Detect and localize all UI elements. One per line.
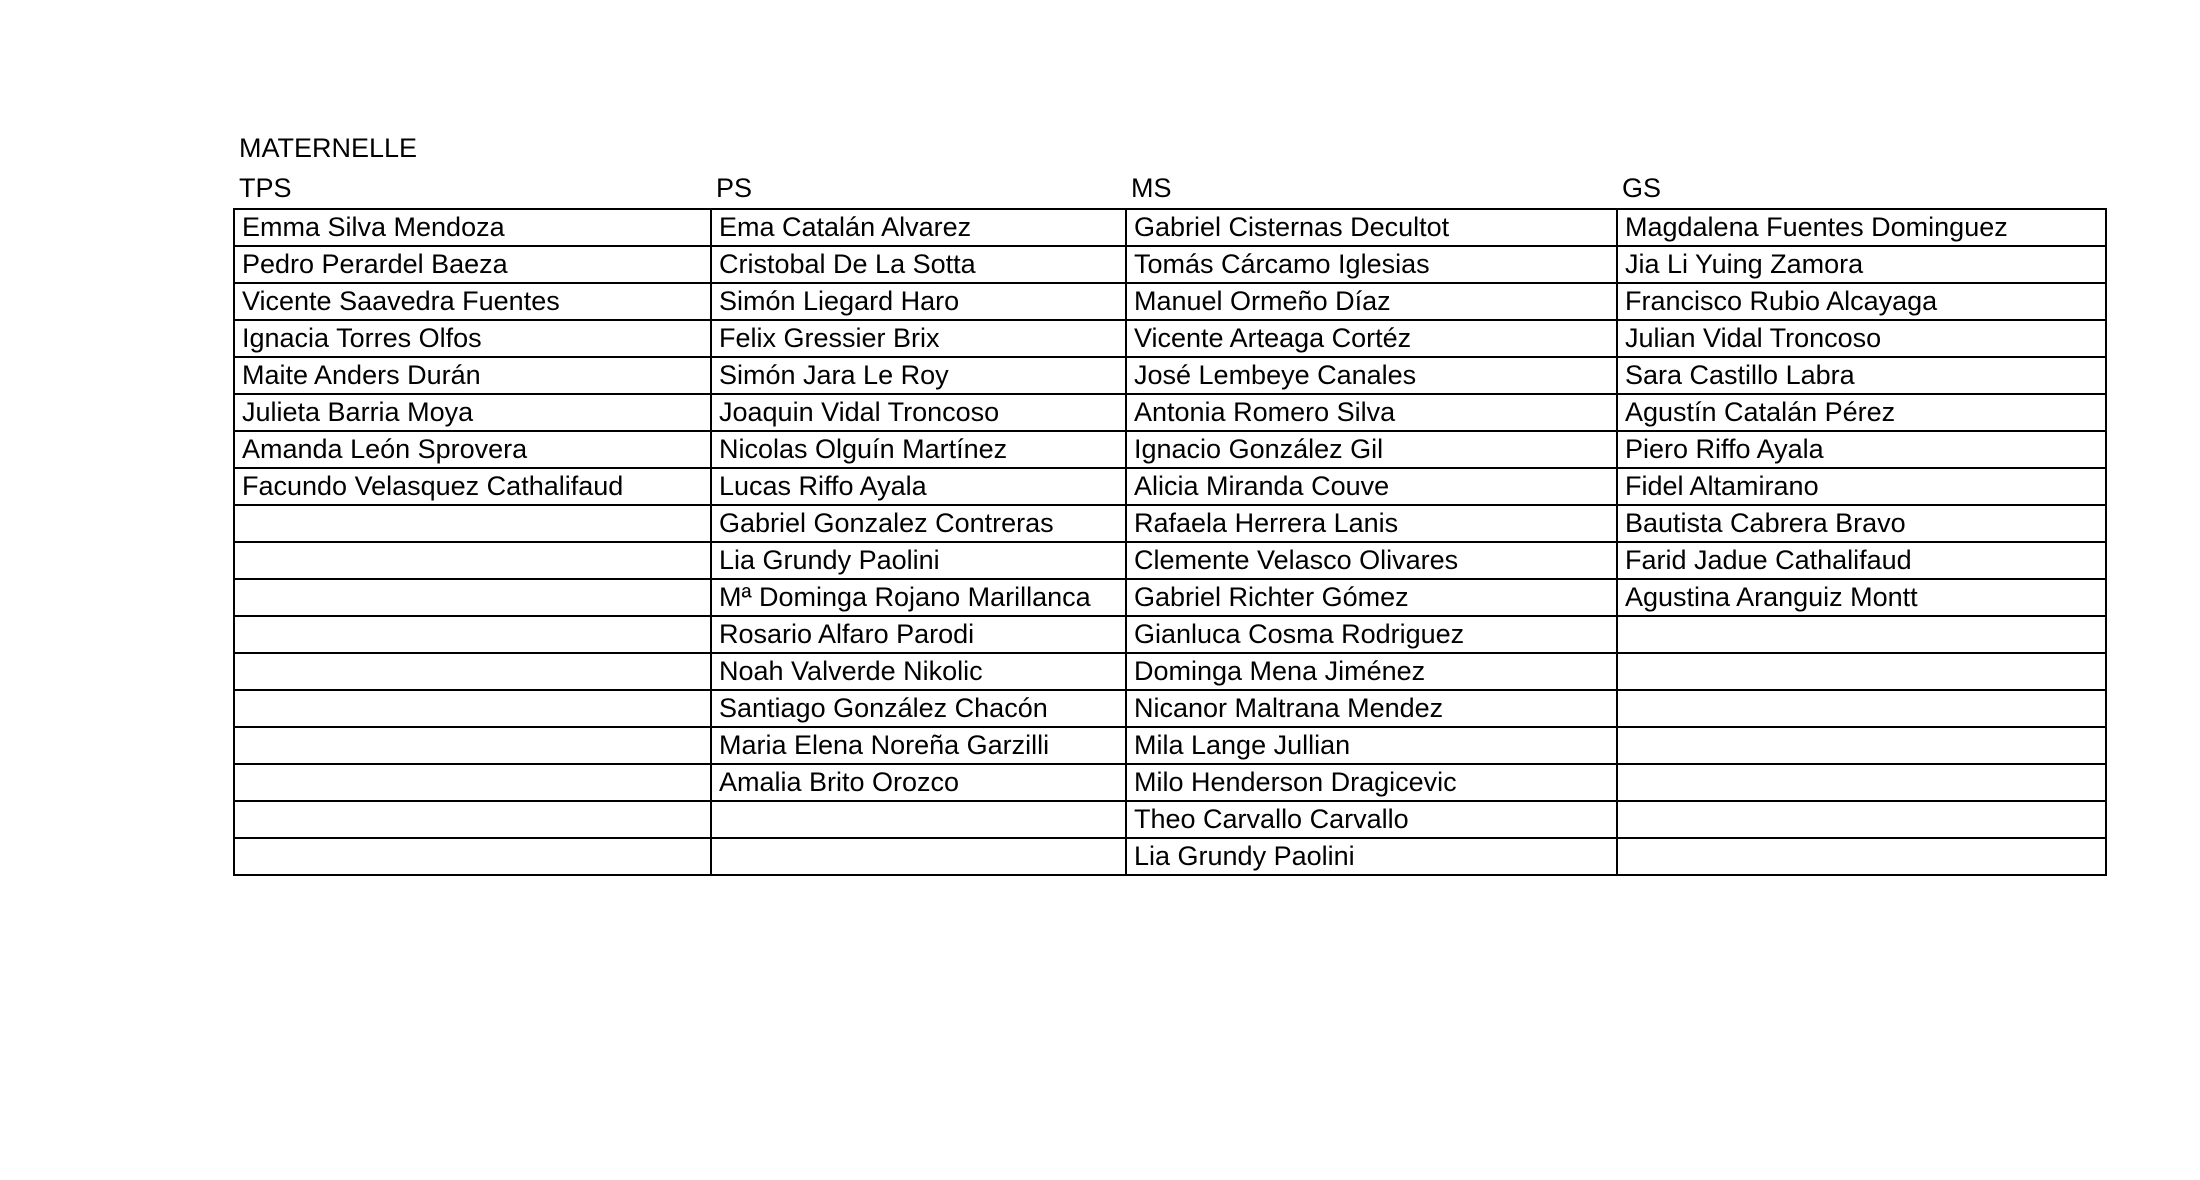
- column-header-ms: MS: [1131, 173, 1172, 203]
- student-roster-table: [233, 208, 2107, 876]
- cell-ms: José Lembeye Canales: [1126, 357, 1617, 394]
- table-row: [234, 801, 2106, 838]
- cell-ms: Clemente Velasco Olivares: [1126, 542, 1617, 579]
- cell-ms: Rafaela Herrera Lanis: [1126, 505, 1617, 542]
- table-row: [234, 505, 2106, 542]
- cell-ps: Mª Dominga Rojano Marillanca: [711, 579, 1126, 616]
- table-row: [234, 283, 2106, 320]
- cell-ms: Gabriel Richter Gómez: [1126, 579, 1617, 616]
- table-row: [234, 542, 2106, 579]
- cell-ps: Lucas Riffo Ayala: [711, 468, 1126, 505]
- cell-gs: [1617, 690, 2106, 727]
- table-row: [234, 653, 2106, 690]
- cell-tps: Maite Anders Durán: [234, 357, 711, 394]
- cell-gs: Bautista Cabrera Bravo: [1617, 505, 2106, 542]
- cell-ms: Dominga Mena Jiménez: [1126, 653, 1617, 690]
- cell-gs: Agustina Aranguiz Montt: [1617, 579, 2106, 616]
- cell-gs: [1617, 764, 2106, 801]
- cell-gs: Fidel Altamirano: [1617, 468, 2106, 505]
- cell-tps: Facundo Velasquez Cathalifaud: [234, 468, 711, 505]
- sheet-title: MATERNELLE: [239, 133, 418, 163]
- cell-gs: [1617, 616, 2106, 653]
- cell-tps: Vicente Saavedra Fuentes: [234, 283, 711, 320]
- cell-ps: Lia Grundy Paolini: [711, 542, 1126, 579]
- cell-tps: [234, 616, 711, 653]
- cell-gs: Magdalena Fuentes Dominguez: [1617, 209, 2106, 246]
- spreadsheet-page: [233, 128, 2105, 876]
- roster-body: [234, 209, 2106, 875]
- table-row: [234, 838, 2106, 875]
- table-row: [234, 616, 2106, 653]
- cell-ms: Ignacio González Gil: [1126, 431, 1617, 468]
- cell-ps: Felix Gressier Brix: [711, 320, 1126, 357]
- cell-ps: Maria Elena Noreña Garzilli: [711, 727, 1126, 764]
- table-row: [234, 320, 2106, 357]
- cell-tps: Amanda León Sprovera: [234, 431, 711, 468]
- cell-ms: Mila Lange Jullian: [1126, 727, 1617, 764]
- cell-ps: Joaquin Vidal Troncoso: [711, 394, 1126, 431]
- table-row: [234, 209, 2106, 246]
- table-row: [234, 431, 2106, 468]
- cell-gs: Sara Castillo Labra: [1617, 357, 2106, 394]
- cell-ps: Simón Liegard Haro: [711, 283, 1126, 320]
- cell-tps: Pedro Perardel Baeza: [234, 246, 711, 283]
- table-row: [234, 690, 2106, 727]
- cell-ps: Gabriel Gonzalez Contreras: [711, 505, 1126, 542]
- cell-ms: Vicente Arteaga Cortéz: [1126, 320, 1617, 357]
- cell-tps: Julieta Barria Moya: [234, 394, 711, 431]
- cell-gs: [1617, 653, 2106, 690]
- cell-ps: Cristobal De La Sotta: [711, 246, 1126, 283]
- column-headers: [233, 168, 2105, 208]
- cell-ps: [711, 838, 1126, 875]
- cell-ms: Tomás Cárcamo Iglesias: [1126, 246, 1617, 283]
- cell-ps: Simón Jara Le Roy: [711, 357, 1126, 394]
- cell-tps: [234, 727, 711, 764]
- cell-ps: Rosario Alfaro Parodi: [711, 616, 1126, 653]
- table-row: [234, 246, 2106, 283]
- cell-gs: [1617, 727, 2106, 764]
- cell-gs: Agustín Catalán Pérez: [1617, 394, 2106, 431]
- cell-tps: Emma Silva Mendoza: [234, 209, 711, 246]
- table-row: [234, 727, 2106, 764]
- cell-ms: Alicia Miranda Couve: [1126, 468, 1617, 505]
- column-header-ps: PS: [716, 173, 753, 203]
- table-row: [234, 357, 2106, 394]
- table-row: [234, 468, 2106, 505]
- cell-ps: Nicolas Olguín Martínez: [711, 431, 1126, 468]
- cell-ms: Antonia Romero Silva: [1126, 394, 1617, 431]
- table-row: [234, 394, 2106, 431]
- cell-tps: [234, 801, 711, 838]
- cell-ms: Manuel Ormeño Díaz: [1126, 283, 1617, 320]
- cell-ps: Amalia Brito Orozco: [711, 764, 1126, 801]
- column-header-tps: TPS: [239, 173, 292, 203]
- cell-ms: Nicanor Maltrana Mendez: [1126, 690, 1617, 727]
- cell-ms: Gabriel Cisternas Decultot: [1126, 209, 1617, 246]
- cell-tps: [234, 690, 711, 727]
- cell-ps: Santiago González Chacón: [711, 690, 1126, 727]
- cell-gs: Piero Riffo Ayala: [1617, 431, 2106, 468]
- column-header-gs: GS: [1622, 173, 1662, 203]
- cell-gs: Francisco Rubio Alcayaga: [1617, 283, 2106, 320]
- cell-gs: Farid Jadue Cathalifaud: [1617, 542, 2106, 579]
- cell-tps: Ignacia Torres Olfos: [234, 320, 711, 357]
- cell-ps: Ema Catalán Alvarez: [711, 209, 1126, 246]
- cell-ms: Gianluca Cosma Rodriguez: [1126, 616, 1617, 653]
- cell-tps: [234, 764, 711, 801]
- cell-tps: [234, 838, 711, 875]
- cell-tps: [234, 579, 711, 616]
- cell-ms: Milo Henderson Dragicevic: [1126, 764, 1617, 801]
- table-row: [234, 579, 2106, 616]
- cell-tps: [234, 505, 711, 542]
- table-row: [234, 764, 2106, 801]
- cell-ps: [711, 801, 1126, 838]
- cell-ms: Theo Carvallo Carvallo: [1126, 801, 1617, 838]
- cell-gs: Julian Vidal Troncoso: [1617, 320, 2106, 357]
- cell-gs: [1617, 801, 2106, 838]
- cell-ps: Noah Valverde Nikolic: [711, 653, 1126, 690]
- cell-gs: [1617, 838, 2106, 875]
- cell-ms: Lia Grundy Paolini: [1126, 838, 1617, 875]
- cell-tps: [234, 653, 711, 690]
- cell-tps: [234, 542, 711, 579]
- cell-gs: Jia Li Yuing Zamora: [1617, 246, 2106, 283]
